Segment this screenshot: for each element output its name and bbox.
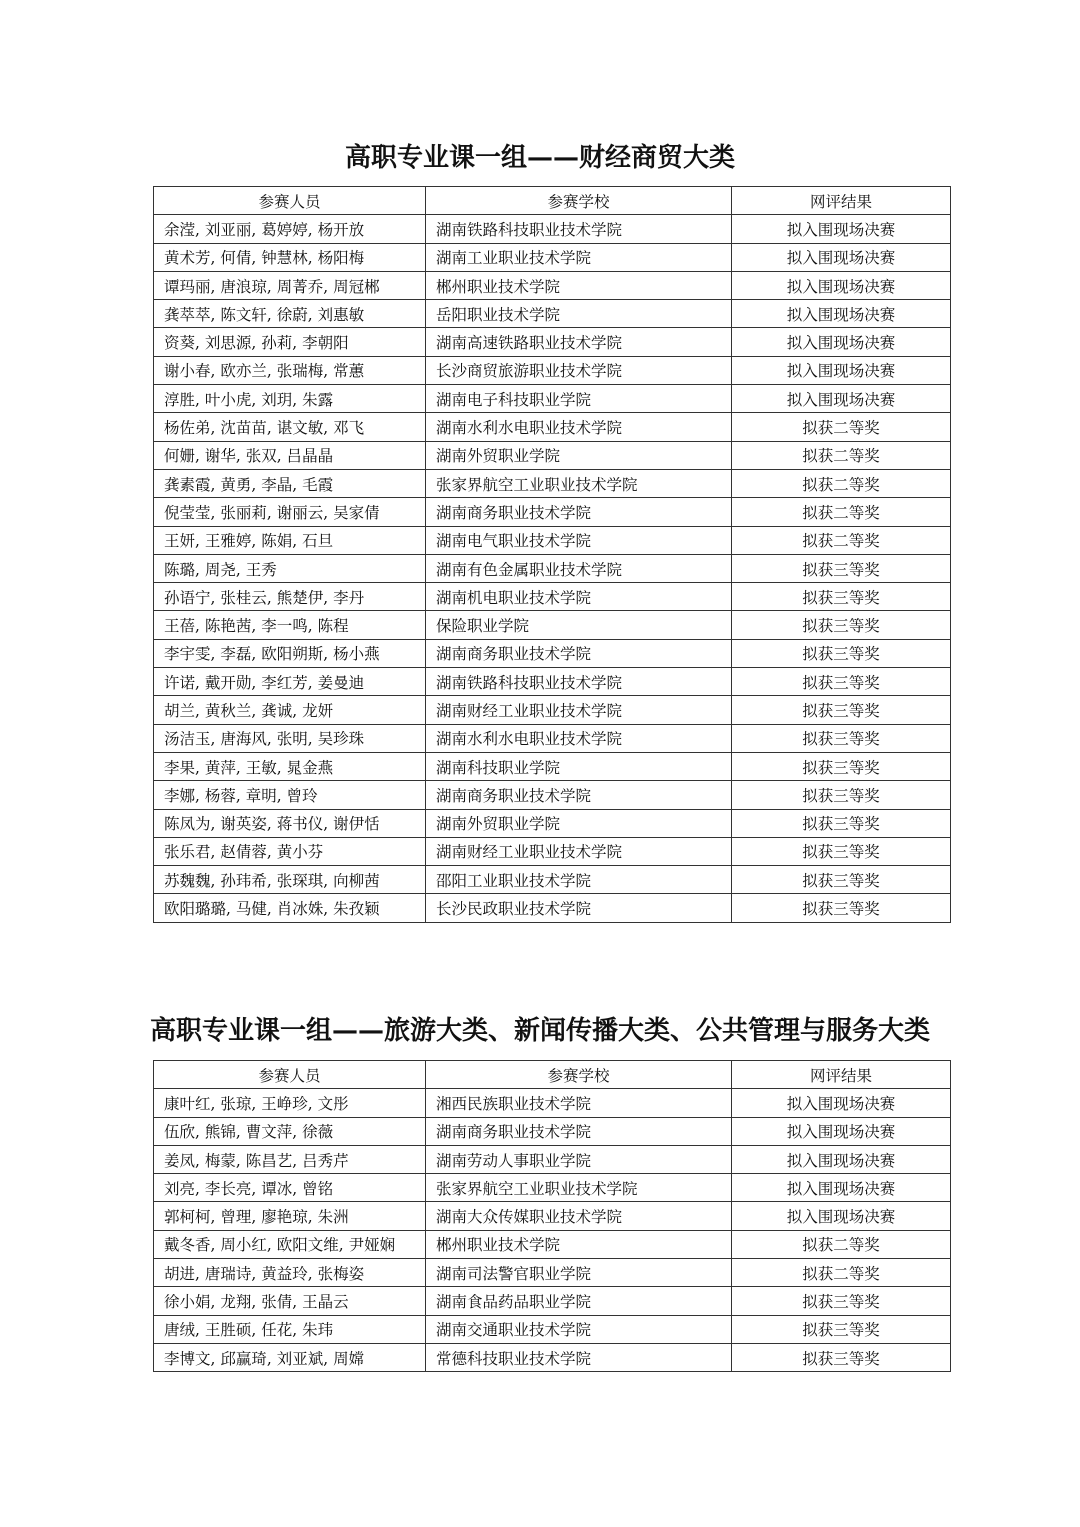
table-row [154, 866, 951, 894]
table-row [154, 215, 951, 243]
cell-result: 拟获二等奖 [732, 469, 951, 497]
cell-school: 岳阳职业技术学院 [426, 300, 732, 328]
table-row [154, 554, 951, 582]
cell-school: 张家界航空工业职业技术学院 [426, 469, 732, 497]
cell-result: 拟获三等奖 [732, 781, 951, 809]
cell-result: 拟获三等奖 [732, 752, 951, 780]
table-row [154, 837, 951, 865]
cell-participants: 苏魏魏, 孙玮希, 张琛琪, 向柳茜 [154, 866, 426, 894]
cell-result: 拟获三等奖 [732, 894, 951, 922]
table-row [154, 1315, 951, 1343]
cell-result: 拟获二等奖 [732, 498, 951, 526]
cell-school: 湖南电子科技职业学院 [426, 385, 732, 413]
cell-school: 湖南高速铁路职业技术学院 [426, 328, 732, 356]
table-row [154, 781, 951, 809]
cell-result: 拟获三等奖 [732, 696, 951, 724]
cell-result: 拟获二等奖 [732, 1230, 951, 1258]
cell-participants: 王蓓, 陈艳茜, 李一鸣, 陈程 [154, 611, 426, 639]
cell-participants: 唐绒, 王胜硕, 任花, 朱玮 [154, 1315, 426, 1343]
header-school: 参赛学校 [426, 187, 732, 215]
cell-school: 湖南财经工业职业技术学院 [426, 837, 732, 865]
cell-result: 拟入围现场决赛 [732, 385, 951, 413]
table-row [154, 1117, 951, 1145]
cell-school: 湖南外贸职业学院 [426, 809, 732, 837]
cell-result: 拟入围现场决赛 [732, 356, 951, 384]
table-header-row [154, 1061, 951, 1089]
table-row [154, 1202, 951, 1230]
cell-result: 拟获三等奖 [732, 1287, 951, 1315]
cell-result: 拟入围现场决赛 [732, 271, 951, 299]
cell-participants: 杨佐弟, 沈苗苗, 谌文敏, 邓飞 [154, 413, 426, 441]
results-table-finance-trade [153, 186, 951, 923]
cell-result: 拟获二等奖 [732, 413, 951, 441]
cell-school: 湖南机电职业技术学院 [426, 583, 732, 611]
cell-result: 拟获三等奖 [732, 1343, 951, 1371]
cell-participants: 李果, 黄萍, 王敏, 晁金燕 [154, 752, 426, 780]
cell-participants: 资葵, 刘思源, 孙莉, 李朝阳 [154, 328, 426, 356]
cell-result: 拟入围现场决赛 [732, 243, 951, 271]
cell-participants: 康叶红, 张琼, 王峥珍, 文彤 [154, 1089, 426, 1117]
cell-participants: 孙语宁, 张桂云, 熊楚伊, 李丹 [154, 583, 426, 611]
cell-result: 拟入围现场决赛 [732, 300, 951, 328]
cell-school: 湖南商务职业技术学院 [426, 1117, 732, 1145]
cell-participants: 谭玛丽, 唐浪琼, 周菁乔, 周冠郴 [154, 271, 426, 299]
cell-result: 拟入围现场决赛 [732, 1145, 951, 1173]
table-row [154, 1287, 951, 1315]
cell-result: 拟获三等奖 [732, 583, 951, 611]
cell-school: 长沙商贸旅游职业技术学院 [426, 356, 732, 384]
cell-result: 拟获三等奖 [732, 809, 951, 837]
table-row [154, 611, 951, 639]
cell-result: 拟入围现场决赛 [732, 1174, 951, 1202]
cell-school: 湖南工业职业技术学院 [426, 243, 732, 271]
cell-participants: 龚素霞, 黄勇, 李晶, 毛霞 [154, 469, 426, 497]
cell-participants: 龚萃萃, 陈文轩, 徐蔚, 刘惠敏 [154, 300, 426, 328]
table-row [154, 356, 951, 384]
cell-result: 拟入围现场决赛 [732, 215, 951, 243]
table-row [154, 441, 951, 469]
cell-result: 拟获三等奖 [732, 724, 951, 752]
cell-school: 湖南司法警官职业学院 [426, 1259, 732, 1287]
cell-school: 湖南食品药品职业学院 [426, 1287, 732, 1315]
cell-school: 湖南劳动人事职业学院 [426, 1145, 732, 1173]
cell-result: 拟获三等奖 [732, 554, 951, 582]
cell-participants: 汤洁玉, 唐海风, 张明, 吴珍珠 [154, 724, 426, 752]
cell-participants: 徐小娟, 龙翔, 张倩, 王晶云 [154, 1287, 426, 1315]
section-title-tourism-media-public: 高职专业课一组——旅游大类、新闻传播大类、公共管理与服务大类 [149, 1016, 930, 1046]
cell-school: 邵阳工业职业技术学院 [426, 866, 732, 894]
table-row [154, 1230, 951, 1258]
cell-result: 拟获二等奖 [732, 441, 951, 469]
table-row [154, 300, 951, 328]
cell-school: 郴州职业技术学院 [426, 1230, 732, 1258]
cell-school: 湖南水利水电职业技术学院 [426, 724, 732, 752]
cell-participants: 张乐君, 赵倩蓉, 黄小芬 [154, 837, 426, 865]
table-row [154, 526, 951, 554]
cell-participants: 胡兰, 黄秋兰, 龚诚, 龙妍 [154, 696, 426, 724]
table-header-row [154, 187, 951, 215]
table-row [154, 469, 951, 497]
cell-school: 湖南交通职业技术学院 [426, 1315, 732, 1343]
table-row [154, 752, 951, 780]
cell-school: 湖南外贸职业学院 [426, 441, 732, 469]
cell-school: 湖南有色金属职业技术学院 [426, 554, 732, 582]
cell-participants: 陈璐, 周尧, 王秀 [154, 554, 426, 582]
cell-school: 郴州职业技术学院 [426, 271, 732, 299]
cell-school: 长沙民政职业技术学院 [426, 894, 732, 922]
table-row [154, 696, 951, 724]
cell-participants: 谢小春, 欧亦兰, 张瑞梅, 常蕙 [154, 356, 426, 384]
table-row [154, 1174, 951, 1202]
cell-school: 湖南大众传媒职业技术学院 [426, 1202, 732, 1230]
table-row [154, 1259, 951, 1287]
cell-participants: 刘亮, 李长亮, 谭冰, 曾铭 [154, 1174, 426, 1202]
cell-result: 拟获三等奖 [732, 668, 951, 696]
cell-result: 拟入围现场决赛 [732, 1202, 951, 1230]
cell-participants: 郭柯柯, 曾理, 廖艳琼, 朱洲 [154, 1202, 426, 1230]
cell-result: 拟获二等奖 [732, 1259, 951, 1287]
cell-school: 湖南财经工业职业技术学院 [426, 696, 732, 724]
cell-participants: 倪莹莹, 张丽莉, 谢丽云, 吴家倩 [154, 498, 426, 526]
cell-participants: 伍欣, 熊锦, 曹文萍, 徐薇 [154, 1117, 426, 1145]
table-row [154, 243, 951, 271]
cell-participants: 余滢, 刘亚丽, 葛婷婷, 杨开放 [154, 215, 426, 243]
header-result: 网评结果 [732, 1061, 951, 1089]
table-row [154, 385, 951, 413]
cell-participants: 陈凤为, 谢英姿, 蒋书仪, 谢伊恬 [154, 809, 426, 837]
cell-school: 湖南商务职业技术学院 [426, 498, 732, 526]
cell-school: 湘西民族职业技术学院 [426, 1089, 732, 1117]
header-participants: 参赛人员 [154, 187, 426, 215]
table-row [154, 1145, 951, 1173]
table-body [154, 1089, 951, 1372]
table-row [154, 668, 951, 696]
cell-participants: 李娜, 杨蓉, 章明, 曾玲 [154, 781, 426, 809]
cell-result: 拟获三等奖 [732, 611, 951, 639]
cell-participants: 王妍, 王雅婷, 陈娟, 石旦 [154, 526, 426, 554]
cell-result: 拟入围现场决赛 [732, 1089, 951, 1117]
cell-result: 拟获三等奖 [732, 866, 951, 894]
table-row [154, 413, 951, 441]
header-school: 参赛学校 [426, 1061, 732, 1089]
cell-school: 湖南水利水电职业技术学院 [426, 413, 732, 441]
cell-participants: 许诺, 戴开勋, 李红芳, 姜曼迪 [154, 668, 426, 696]
cell-participants: 何姗, 谢华, 张双, 吕晶晶 [154, 441, 426, 469]
cell-school: 常德科技职业技术学院 [426, 1343, 732, 1371]
table-row [154, 724, 951, 752]
table-row [154, 1343, 951, 1371]
cell-participants: 淳胜, 叶小虎, 刘玥, 朱露 [154, 385, 426, 413]
cell-participants: 胡进, 唐瑞诗, 黄益玲, 张梅姿 [154, 1259, 426, 1287]
cell-result: 拟获二等奖 [732, 526, 951, 554]
cell-participants: 李博文, 邱赢琦, 刘亚斌, 周嫦 [154, 1343, 426, 1371]
cell-result: 拟入围现场决赛 [732, 328, 951, 356]
header-result: 网评结果 [732, 187, 951, 215]
cell-participants: 黄术芳, 何倩, 钟慧林, 杨阳梅 [154, 243, 426, 271]
cell-school: 保险职业学院 [426, 611, 732, 639]
table-row [154, 328, 951, 356]
cell-school: 湖南商务职业技术学院 [426, 781, 732, 809]
table-row [154, 809, 951, 837]
cell-participants: 姜凤, 梅蒙, 陈昌艺, 吕秀芹 [154, 1145, 426, 1173]
cell-result: 拟获三等奖 [732, 639, 951, 667]
cell-school: 湖南商务职业技术学院 [426, 639, 732, 667]
cell-result: 拟入围现场决赛 [732, 1117, 951, 1145]
table-row [154, 271, 951, 299]
table-row [154, 639, 951, 667]
header-participants: 参赛人员 [154, 1061, 426, 1089]
cell-school: 张家界航空工业职业技术学院 [426, 1174, 732, 1202]
cell-participants: 戴冬香, 周小红, 欧阳文维, 尹娅娴 [154, 1230, 426, 1258]
table-body [154, 215, 951, 922]
cell-result: 拟获三等奖 [732, 1315, 951, 1343]
table-row [154, 1089, 951, 1117]
cell-result: 拟获三等奖 [732, 837, 951, 865]
section-title-finance-trade: 高职专业课一组——财经商贸大类 [344, 143, 735, 173]
cell-participants: 李宇雯, 李磊, 欧阳朔斯, 杨小燕 [154, 639, 426, 667]
cell-school: 湖南科技职业学院 [426, 752, 732, 780]
table-row [154, 498, 951, 526]
table-row [154, 894, 951, 922]
results-table-tourism-media-public [153, 1060, 951, 1372]
cell-participants: 欧阳璐璐, 马健, 肖冰姝, 朱孜颖 [154, 894, 426, 922]
table-row [154, 583, 951, 611]
cell-school: 湖南铁路科技职业技术学院 [426, 668, 732, 696]
cell-school: 湖南铁路科技职业技术学院 [426, 215, 732, 243]
cell-school: 湖南电气职业技术学院 [426, 526, 732, 554]
